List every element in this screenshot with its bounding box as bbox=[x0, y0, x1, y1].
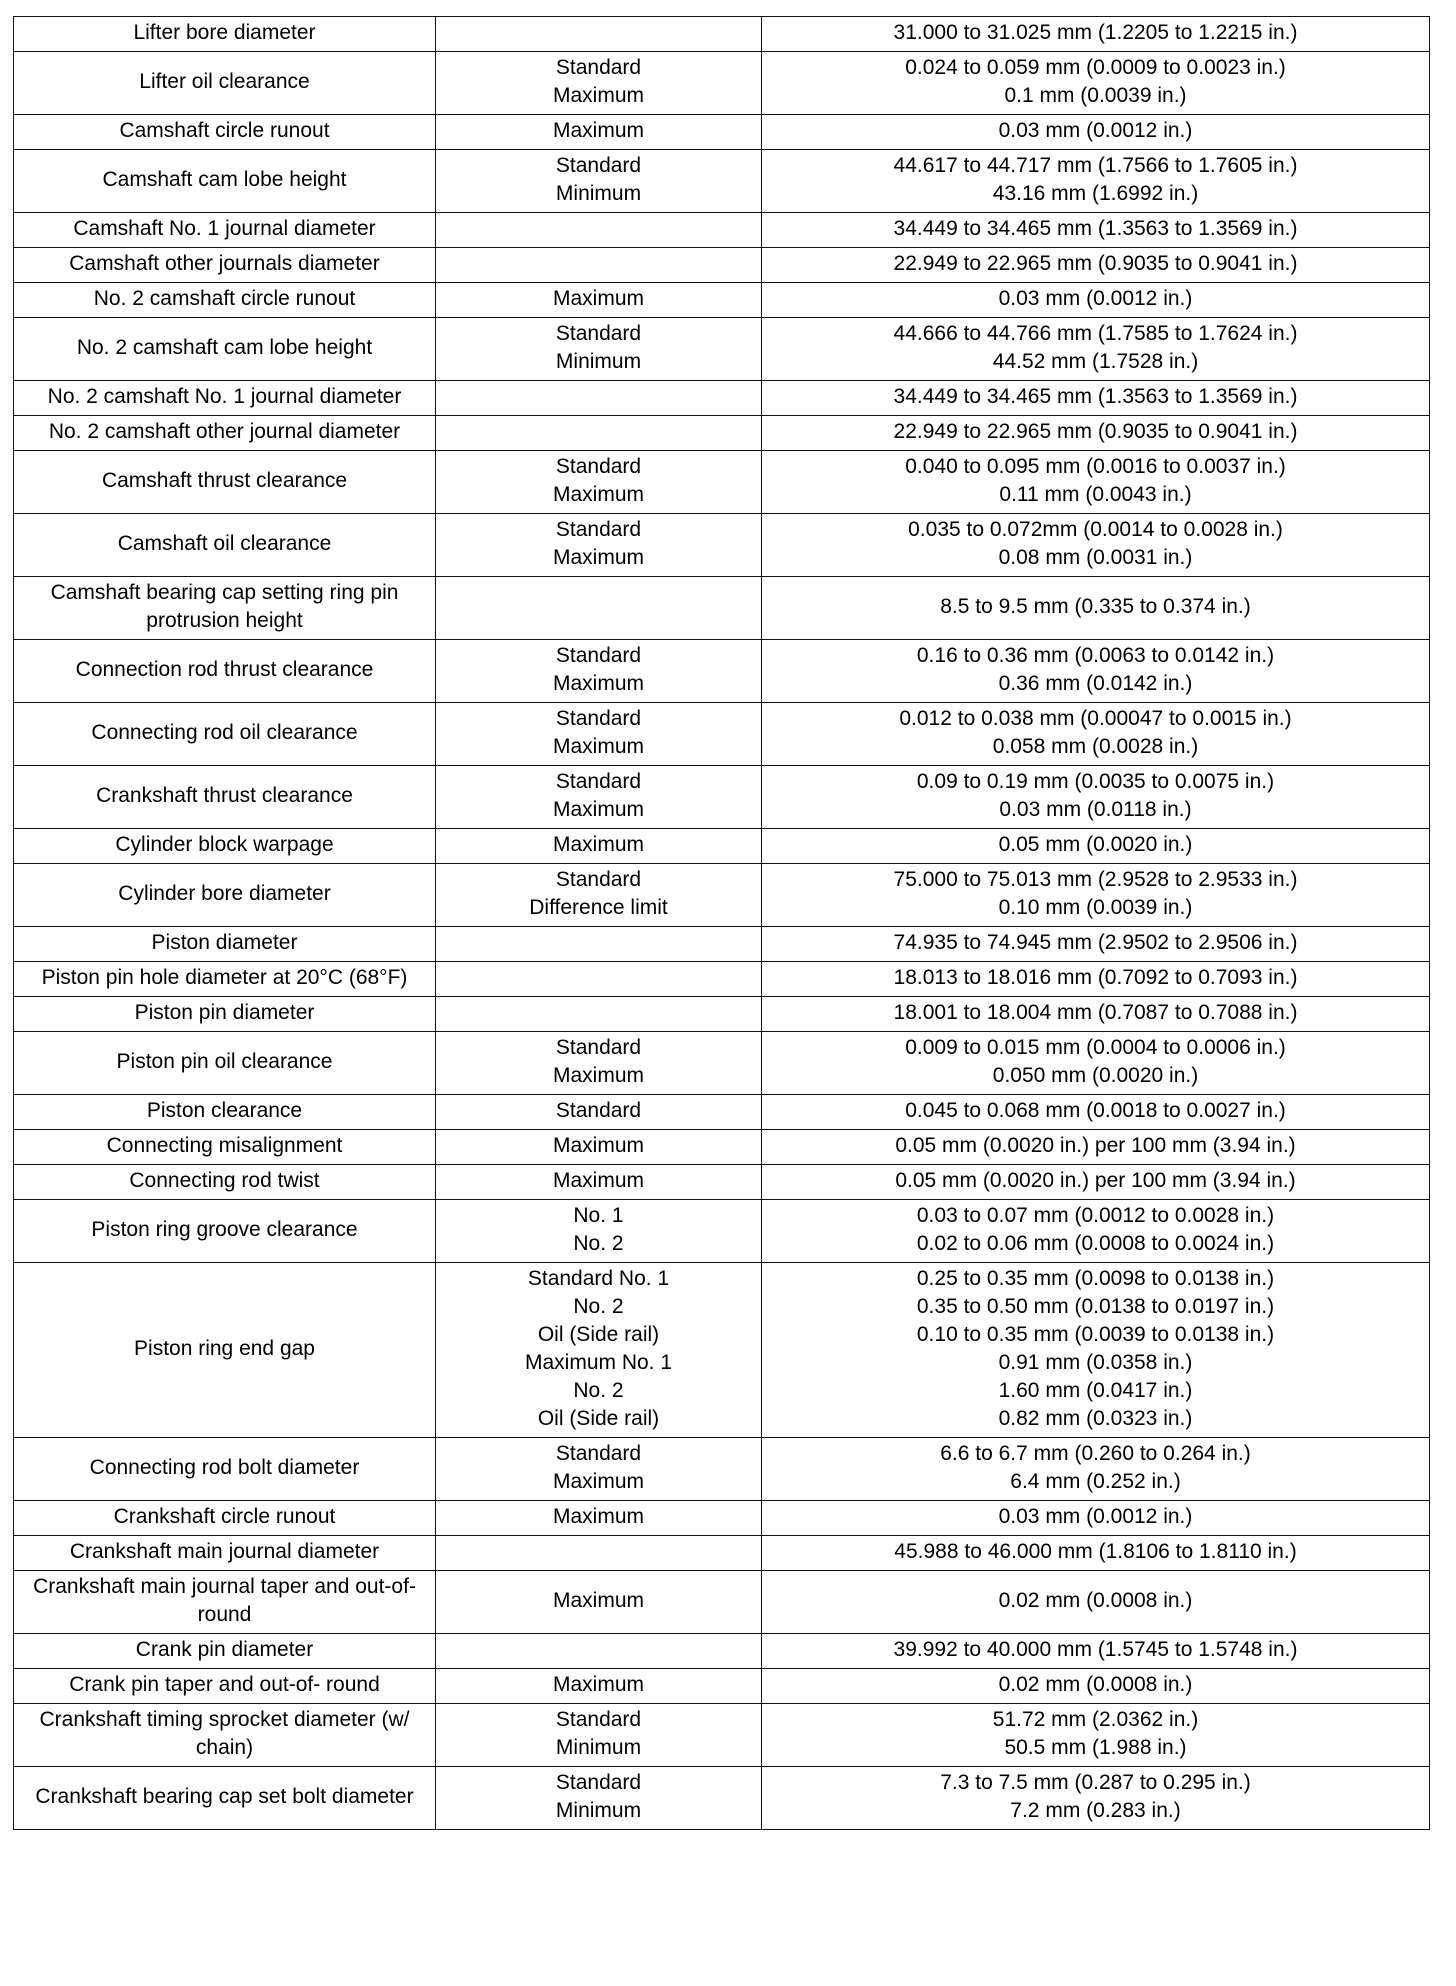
spec-item-label: Crankshaft timing sprocket diameter (w/ chain) bbox=[39, 1708, 410, 1759]
spec-table-body bbox=[14, 17, 1430, 1830]
spec-condition-cell bbox=[436, 962, 762, 997]
table-row bbox=[14, 997, 1430, 1032]
table-row bbox=[14, 52, 1430, 115]
spec-value-cell bbox=[762, 318, 1430, 381]
spec-condition: Difference limit bbox=[529, 896, 668, 919]
spec-condition: Maximum bbox=[552, 735, 644, 758]
spec-condition-cell bbox=[436, 381, 762, 416]
spec-item-label: Camshaft thrust clearance bbox=[101, 469, 348, 492]
table-row bbox=[14, 1704, 1430, 1767]
spec-value: 34.449 to 34.465 mm (1.3563 to 1.3569 in.) bbox=[893, 385, 1298, 408]
spec-item-label: No. 2 camshaft other journal diameter bbox=[48, 420, 401, 443]
table-row bbox=[14, 1767, 1430, 1830]
spec-condition-cell bbox=[436, 640, 762, 703]
spec-value: 0.08 mm (0.0031 in.) bbox=[998, 546, 1193, 569]
spec-condition: Maximum bbox=[552, 546, 644, 569]
spec-item-label: Crank pin diameter bbox=[135, 1638, 314, 1661]
spec-value: 1.60 mm (0.0417 in.) bbox=[998, 1379, 1193, 1402]
spec-condition: Maximum bbox=[552, 798, 644, 821]
spec-condition: Maximum bbox=[552, 1470, 644, 1493]
spec-condition-cell bbox=[436, 577, 762, 640]
spec-value: 0.05 mm (0.0020 in.) per 100 mm (3.94 in.) bbox=[895, 1169, 1296, 1192]
spec-item-cell bbox=[14, 829, 436, 864]
table-row bbox=[14, 17, 1430, 52]
spec-condition: Standard bbox=[555, 455, 642, 478]
spec-value-cell bbox=[762, 766, 1430, 829]
spec-value: 45.988 to 46.000 mm (1.8106 to 1.8110 in.) bbox=[894, 1540, 1297, 1563]
spec-value: 18.013 to 18.016 mm (0.7092 to 0.7093 in.) bbox=[893, 966, 1298, 989]
spec-item-label: Piston pin diameter bbox=[134, 1001, 315, 1024]
spec-condition: No. 1 bbox=[573, 1204, 624, 1227]
spec-value-cell bbox=[762, 829, 1430, 864]
spec-condition-cell bbox=[436, 283, 762, 318]
table-row bbox=[14, 962, 1430, 997]
spec-item-cell bbox=[14, 1032, 436, 1095]
table-row bbox=[14, 1165, 1430, 1200]
spec-item-cell bbox=[14, 1130, 436, 1165]
spec-value: 43.16 mm (1.6992 in.) bbox=[992, 182, 1199, 205]
spec-item-cell bbox=[14, 115, 436, 150]
spec-item-label: Connecting rod twist bbox=[129, 1169, 320, 1192]
spec-condition-cell bbox=[436, 997, 762, 1032]
spec-item-cell bbox=[14, 1200, 436, 1263]
spec-value-cell bbox=[762, 248, 1430, 283]
spec-condition: Standard bbox=[555, 154, 642, 177]
spec-value: 0.024 to 0.059 mm (0.0009 to 0.0023 in.) bbox=[905, 56, 1286, 79]
spec-value: 0.02 mm (0.0008 in.) bbox=[998, 1673, 1193, 1696]
spec-value: 0.25 to 0.35 mm (0.0098 to 0.0138 in.) bbox=[916, 1267, 1275, 1290]
spec-item-label: Piston pin oil clearance bbox=[116, 1050, 333, 1073]
spec-value-cell bbox=[762, 213, 1430, 248]
spec-value: 0.05 mm (0.0020 in.) per 100 mm (3.94 in.) bbox=[895, 1134, 1296, 1157]
spec-item-label: No. 2 camshaft No. 1 journal diameter bbox=[47, 385, 402, 408]
spec-item-cell bbox=[14, 577, 436, 640]
spec-condition: Maximum bbox=[552, 1134, 644, 1157]
spec-page bbox=[13, 16, 1429, 1830]
spec-value-cell bbox=[762, 1767, 1430, 1830]
spec-value-cell bbox=[762, 577, 1430, 640]
spec-condition: Maximum bbox=[552, 287, 644, 310]
spec-value: 31.000 to 31.025 mm (1.2205 to 1.2215 in.) bbox=[893, 21, 1298, 44]
spec-item-label: Lifter bore diameter bbox=[133, 21, 316, 44]
table-row bbox=[14, 150, 1430, 213]
spec-item-cell bbox=[14, 640, 436, 703]
spec-condition: Maximum bbox=[552, 1169, 644, 1192]
spec-condition: Standard No. 1 bbox=[527, 1267, 670, 1290]
spec-value: 0.16 to 0.36 mm (0.0063 to 0.0142 in.) bbox=[916, 644, 1275, 667]
spec-condition: Minimum bbox=[555, 1799, 642, 1822]
spec-item-cell bbox=[14, 1501, 436, 1536]
spec-item-cell bbox=[14, 1767, 436, 1830]
spec-condition-cell bbox=[436, 416, 762, 451]
spec-item-cell bbox=[14, 150, 436, 213]
table-row bbox=[14, 1501, 1430, 1536]
spec-value: 6.6 to 6.7 mm (0.260 to 0.264 in.) bbox=[940, 1442, 1251, 1465]
spec-value: 0.10 to 0.35 mm (0.0039 to 0.0138 in.) bbox=[916, 1323, 1275, 1346]
spec-condition: Standard bbox=[555, 1442, 642, 1465]
spec-value-cell bbox=[762, 703, 1430, 766]
spec-item-cell bbox=[14, 997, 436, 1032]
spec-condition-cell bbox=[436, 1130, 762, 1165]
spec-condition-cell bbox=[436, 1634, 762, 1669]
spec-value: 0.02 mm (0.0008 in.) bbox=[998, 1589, 1193, 1612]
spec-condition-cell bbox=[436, 1571, 762, 1634]
spec-value: 0.35 to 0.50 mm (0.0138 to 0.0197 in.) bbox=[916, 1295, 1275, 1318]
table-row bbox=[14, 1536, 1430, 1571]
spec-value-cell bbox=[762, 1571, 1430, 1634]
spec-item-cell bbox=[14, 52, 436, 115]
spec-value-cell bbox=[762, 1634, 1430, 1669]
spec-value: 44.52 mm (1.7528 in.) bbox=[992, 350, 1199, 373]
spec-value: 0.82 mm (0.0323 in.) bbox=[998, 1407, 1193, 1430]
table-row bbox=[14, 248, 1430, 283]
spec-value: 0.09 to 0.19 mm (0.0035 to 0.0075 in.) bbox=[916, 770, 1275, 793]
spec-item-cell bbox=[14, 381, 436, 416]
table-row bbox=[14, 451, 1430, 514]
spec-condition: Standard bbox=[555, 56, 642, 79]
spec-condition-cell bbox=[436, 1165, 762, 1200]
spec-condition: Maximum bbox=[552, 84, 644, 107]
spec-condition-cell bbox=[436, 213, 762, 248]
spec-condition-cell bbox=[436, 703, 762, 766]
spec-value: 75.000 to 75.013 mm (2.9528 to 2.9533 in.) bbox=[893, 868, 1298, 891]
spec-item-label: Cylinder bore diameter bbox=[118, 882, 331, 905]
spec-condition: Standard bbox=[555, 707, 642, 730]
spec-value: 8.5 to 9.5 mm (0.335 to 0.374 in.) bbox=[940, 595, 1251, 618]
spec-value-cell bbox=[762, 1130, 1430, 1165]
spec-condition-cell bbox=[436, 17, 762, 52]
table-row bbox=[14, 766, 1430, 829]
spec-value: 0.05 mm (0.0020 in.) bbox=[998, 833, 1193, 856]
spec-condition-cell bbox=[436, 864, 762, 927]
spec-condition-cell bbox=[436, 927, 762, 962]
table-row bbox=[14, 416, 1430, 451]
table-row bbox=[14, 864, 1430, 927]
spec-value-cell bbox=[762, 17, 1430, 52]
spec-value: 0.040 to 0.095 mm (0.0016 to 0.0037 in.) bbox=[905, 455, 1286, 478]
spec-item-cell bbox=[14, 1165, 436, 1200]
spec-item-cell bbox=[14, 514, 436, 577]
spec-value: 0.91 mm (0.0358 in.) bbox=[998, 1351, 1193, 1374]
spec-item-label: Crankshaft thrust clearance bbox=[96, 784, 353, 807]
spec-item-cell bbox=[14, 1536, 436, 1571]
spec-value-cell bbox=[762, 1032, 1430, 1095]
spec-condition: Maximum No. 1 bbox=[524, 1351, 673, 1374]
spec-value: 0.012 to 0.038 mm (0.00047 to 0.0015 in.) bbox=[899, 707, 1292, 730]
spec-value: 34.449 to 34.465 mm (1.3563 to 1.3569 in.) bbox=[893, 217, 1298, 240]
spec-item-label: Crankshaft bearing cap set bolt diameter bbox=[35, 1785, 414, 1808]
spec-value: 6.4 mm (0.252 in.) bbox=[1010, 1470, 1181, 1493]
spec-item-label: Crankshaft circle runout bbox=[113, 1505, 336, 1528]
spec-item-label: Piston clearance bbox=[146, 1099, 303, 1122]
spec-condition: Standard bbox=[555, 1099, 642, 1122]
spec-condition: Standard bbox=[555, 1708, 642, 1731]
table-row bbox=[14, 213, 1430, 248]
table-row bbox=[14, 1032, 1430, 1095]
spec-item-cell bbox=[14, 1263, 436, 1438]
spec-value-cell bbox=[762, 1263, 1430, 1438]
spec-condition-cell bbox=[436, 1032, 762, 1095]
spec-condition-cell bbox=[436, 766, 762, 829]
spec-value-cell bbox=[762, 416, 1430, 451]
spec-condition-cell bbox=[436, 318, 762, 381]
spec-value: 0.10 mm (0.0039 in.) bbox=[998, 896, 1193, 919]
table-row bbox=[14, 829, 1430, 864]
spec-item-cell bbox=[14, 213, 436, 248]
spec-item-label: Camshaft bearing cap setting ring pin protrusion height bbox=[50, 581, 399, 632]
spec-condition-cell bbox=[436, 115, 762, 150]
spec-value: 0.03 to 0.07 mm (0.0012 to 0.0028 in.) bbox=[916, 1204, 1275, 1227]
spec-item-cell bbox=[14, 248, 436, 283]
table-row bbox=[14, 318, 1430, 381]
spec-condition: Oil (Side rail) bbox=[537, 1407, 660, 1430]
spec-value: 0.36 mm (0.0142 in.) bbox=[998, 672, 1193, 695]
spec-value-cell bbox=[762, 640, 1430, 703]
spec-item-label: Crankshaft main journal diameter bbox=[69, 1540, 380, 1563]
spec-item-label: Camshaft No. 1 journal diameter bbox=[73, 217, 376, 240]
spec-item-label: Piston ring groove clearance bbox=[91, 1218, 358, 1241]
spec-item-label: Crank pin taper and out-of- round bbox=[69, 1673, 380, 1696]
spec-item-label: Camshaft circle runout bbox=[119, 119, 330, 142]
spec-value-cell bbox=[762, 150, 1430, 213]
spec-value-cell bbox=[762, 962, 1430, 997]
spec-value-cell bbox=[762, 381, 1430, 416]
spec-value-cell bbox=[762, 514, 1430, 577]
table-row bbox=[14, 381, 1430, 416]
spec-item-cell bbox=[14, 962, 436, 997]
spec-item-label: Connecting rod oil clearance bbox=[91, 721, 358, 744]
spec-condition: Maximum bbox=[552, 119, 644, 142]
table-row bbox=[14, 1571, 1430, 1634]
spec-condition-cell bbox=[436, 514, 762, 577]
spec-item-label: Connecting misalignment bbox=[106, 1134, 343, 1157]
table-row bbox=[14, 1438, 1430, 1501]
table-row bbox=[14, 703, 1430, 766]
spec-item-cell bbox=[14, 703, 436, 766]
spec-condition: Standard bbox=[555, 1036, 642, 1059]
spec-item-label: No. 2 camshaft cam lobe height bbox=[76, 336, 373, 359]
spec-item-cell bbox=[14, 1095, 436, 1130]
spec-value-cell bbox=[762, 1669, 1430, 1704]
spec-value: 0.058 mm (0.0028 in.) bbox=[992, 735, 1199, 758]
spec-value: 0.03 mm (0.0118 in.) bbox=[999, 798, 1192, 821]
spec-value-cell bbox=[762, 52, 1430, 115]
spec-value: 44.617 to 44.717 mm (1.7566 to 1.7605 in.) bbox=[893, 154, 1298, 177]
spec-item-cell bbox=[14, 1669, 436, 1704]
spec-condition: Minimum bbox=[555, 182, 642, 205]
spec-value: 0.045 to 0.068 mm (0.0018 to 0.0027 in.) bbox=[905, 1099, 1286, 1122]
spec-item-cell bbox=[14, 318, 436, 381]
spec-value: 44.666 to 44.766 mm (1.7585 to 1.7624 in.) bbox=[893, 322, 1298, 345]
engine-spec-table bbox=[13, 16, 1430, 1830]
spec-condition-cell bbox=[436, 1536, 762, 1571]
spec-value-cell bbox=[762, 283, 1430, 318]
spec-item-label: Piston pin hole diameter at 20°C (68°F) bbox=[41, 966, 408, 989]
spec-condition-cell bbox=[436, 150, 762, 213]
spec-condition-cell bbox=[436, 52, 762, 115]
spec-condition: Oil (Side rail) bbox=[537, 1323, 660, 1346]
spec-value: 51.72 mm (2.0362 in.) bbox=[992, 1708, 1199, 1731]
spec-condition: No. 2 bbox=[573, 1379, 624, 1402]
spec-item-label: Cylinder block warpage bbox=[115, 833, 334, 856]
spec-item-label: Connection rod thrust clearance bbox=[75, 658, 374, 681]
spec-value: 50.5 mm (1.988 in.) bbox=[1004, 1736, 1187, 1759]
spec-item-cell bbox=[14, 1704, 436, 1767]
spec-condition: Maximum bbox=[552, 483, 644, 506]
spec-condition-cell bbox=[436, 1263, 762, 1438]
spec-value: 0.03 mm (0.0012 in.) bbox=[998, 287, 1193, 310]
table-row bbox=[14, 927, 1430, 962]
spec-value-cell bbox=[762, 1095, 1430, 1130]
table-row bbox=[14, 640, 1430, 703]
spec-condition: Maximum bbox=[552, 1589, 644, 1612]
spec-condition: Standard bbox=[555, 770, 642, 793]
table-row bbox=[14, 1634, 1430, 1669]
spec-item-label: Camshaft cam lobe height bbox=[102, 168, 347, 191]
spec-value: 39.992 to 40.000 mm (1.5745 to 1.5748 in.) bbox=[893, 1638, 1298, 1661]
spec-condition-cell bbox=[436, 451, 762, 514]
spec-value-cell bbox=[762, 997, 1430, 1032]
spec-item-label: No. 2 camshaft circle runout bbox=[93, 287, 356, 310]
table-row bbox=[14, 1200, 1430, 1263]
spec-value-cell bbox=[762, 451, 1430, 514]
spec-value-cell bbox=[762, 115, 1430, 150]
spec-item-cell bbox=[14, 927, 436, 962]
spec-value-cell bbox=[762, 1704, 1430, 1767]
spec-condition-cell bbox=[436, 1438, 762, 1501]
spec-item-cell bbox=[14, 766, 436, 829]
spec-value: 0.009 to 0.015 mm (0.0004 to 0.0006 in.) bbox=[905, 1036, 1286, 1059]
spec-condition: Maximum bbox=[552, 672, 644, 695]
spec-item-cell bbox=[14, 17, 436, 52]
spec-item-label: Crankshaft main journal taper and out-of-round bbox=[33, 1575, 416, 1626]
table-row bbox=[14, 1263, 1430, 1438]
table-row bbox=[14, 577, 1430, 640]
spec-value: 7.2 mm (0.283 in.) bbox=[1010, 1799, 1181, 1822]
spec-value-cell bbox=[762, 927, 1430, 962]
spec-condition: Minimum bbox=[555, 350, 642, 373]
spec-value-cell bbox=[762, 1200, 1430, 1263]
spec-condition: Minimum bbox=[555, 1736, 642, 1759]
spec-value: 18.001 to 18.004 mm (0.7087 to 0.7088 in.) bbox=[893, 1001, 1298, 1024]
spec-condition: No. 2 bbox=[573, 1295, 624, 1318]
table-row bbox=[14, 514, 1430, 577]
table-row bbox=[14, 1095, 1430, 1130]
spec-value: 74.935 to 74.945 mm (2.9502 to 2.9506 in.) bbox=[893, 931, 1298, 954]
spec-condition: Maximum bbox=[552, 1064, 644, 1087]
spec-item-label: Piston ring end gap bbox=[134, 1337, 315, 1360]
spec-value-cell bbox=[762, 1501, 1430, 1536]
spec-value: 0.1 mm (0.0039 in.) bbox=[1004, 84, 1187, 107]
spec-condition: Standard bbox=[555, 868, 642, 891]
spec-value-cell bbox=[762, 1536, 1430, 1571]
spec-condition-cell bbox=[436, 1501, 762, 1536]
table-row bbox=[14, 115, 1430, 150]
spec-value-cell bbox=[762, 864, 1430, 927]
spec-item-label: Piston diameter bbox=[151, 931, 298, 954]
spec-condition: Standard bbox=[555, 644, 642, 667]
spec-item-cell bbox=[14, 283, 436, 318]
spec-condition-cell bbox=[436, 1095, 762, 1130]
spec-condition: No. 2 bbox=[573, 1232, 624, 1255]
spec-condition: Standard bbox=[555, 322, 642, 345]
spec-value: 0.035 to 0.072mm (0.0014 to 0.0028 in.) bbox=[908, 518, 1283, 541]
spec-value: 0.03 mm (0.0012 in.) bbox=[998, 1505, 1193, 1528]
spec-condition-cell bbox=[436, 1767, 762, 1830]
spec-condition-cell bbox=[436, 1704, 762, 1767]
table-row bbox=[14, 1130, 1430, 1165]
spec-condition-cell bbox=[436, 248, 762, 283]
spec-item-label: Camshaft oil clearance bbox=[117, 532, 332, 555]
spec-value-cell bbox=[762, 1165, 1430, 1200]
spec-item-cell bbox=[14, 1634, 436, 1669]
spec-value: 0.050 mm (0.0020 in.) bbox=[992, 1064, 1199, 1087]
spec-value: 7.3 to 7.5 mm (0.287 to 0.295 in.) bbox=[940, 1771, 1251, 1794]
spec-item-cell bbox=[14, 1438, 436, 1501]
spec-item-label: Camshaft other journals diameter bbox=[69, 252, 380, 275]
spec-item-label: Connecting rod bolt diameter bbox=[89, 1456, 360, 1479]
spec-condition-cell bbox=[436, 829, 762, 864]
spec-condition-cell bbox=[436, 1669, 762, 1704]
spec-condition: Maximum bbox=[552, 833, 644, 856]
spec-value: 22.949 to 22.965 mm (0.9035 to 0.9041 in.) bbox=[893, 420, 1298, 443]
spec-value: 0.11 mm (0.0043 in.) bbox=[999, 483, 1192, 506]
spec-value-cell bbox=[762, 1438, 1430, 1501]
table-row bbox=[14, 1669, 1430, 1704]
spec-condition: Standard bbox=[555, 518, 642, 541]
spec-condition: Maximum bbox=[552, 1673, 644, 1696]
spec-value: 22.949 to 22.965 mm (0.9035 to 0.9041 in.) bbox=[893, 252, 1298, 275]
spec-condition: Maximum bbox=[552, 1505, 644, 1528]
spec-value: 0.03 mm (0.0012 in.) bbox=[998, 119, 1193, 142]
spec-item-cell bbox=[14, 451, 436, 514]
spec-condition-cell bbox=[436, 1200, 762, 1263]
spec-item-cell bbox=[14, 864, 436, 927]
table-row bbox=[14, 283, 1430, 318]
spec-item-cell bbox=[14, 416, 436, 451]
spec-item-cell bbox=[14, 1571, 436, 1634]
spec-condition: Standard bbox=[555, 1771, 642, 1794]
spec-value: 0.02 to 0.06 mm (0.0008 to 0.0024 in.) bbox=[916, 1232, 1275, 1255]
spec-item-label: Lifter oil clearance bbox=[139, 70, 310, 93]
